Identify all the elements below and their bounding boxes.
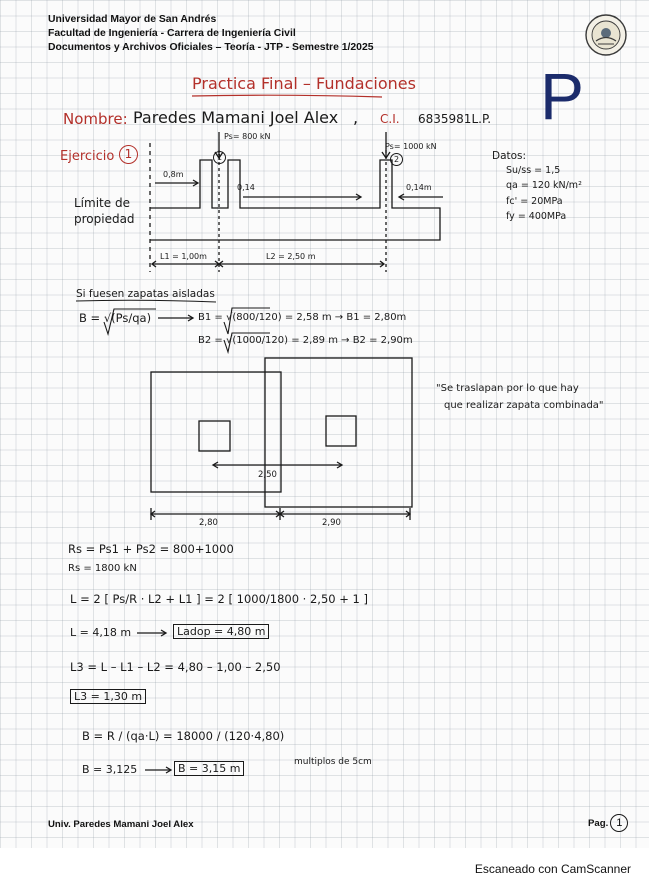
data-title: Datos: bbox=[492, 150, 527, 162]
exercise-number: 1 bbox=[119, 145, 138, 164]
limit-label-2: propiedad bbox=[74, 212, 135, 226]
overlap-note-2: que realizar zapata combinada" bbox=[444, 400, 604, 411]
isolated-formula: B = √(Ps/qa) bbox=[79, 311, 152, 325]
column1-label: 1 bbox=[213, 151, 226, 164]
name-label: Nombre: bbox=[63, 110, 128, 128]
dim-bottom-right: 2,90 bbox=[322, 518, 341, 528]
documents-line: Documentos y Archivos Oficiales – Teoría - JTP - Semestre 1/2025 bbox=[48, 42, 374, 53]
exercise-label: Ejercicio bbox=[60, 149, 115, 164]
b-result: B = 3,125 bbox=[82, 763, 138, 776]
data-line-3: fc' = 20MPa bbox=[506, 196, 563, 207]
data-line-2: qa = 120 kN/m² bbox=[506, 180, 582, 191]
l-formula: L = 2 [ Ps/R · L2 + L1 ] = 2 [ 1000/1800 · 2,50 + 1 ] bbox=[70, 592, 369, 606]
l3-result: L3 = 1,30 m bbox=[70, 689, 146, 704]
load2-label: Ps= 1000 kN bbox=[385, 142, 437, 151]
l2-label: L2 = 2,50 m bbox=[266, 252, 316, 261]
multiples-note: multiplos de 5cm bbox=[294, 757, 372, 767]
page-number: 1 bbox=[610, 814, 628, 832]
university-name: Universidad Mayor de San Andrés bbox=[48, 14, 217, 25]
dim-mid: 0,14 bbox=[237, 183, 255, 192]
page-label: Pag. bbox=[588, 818, 609, 829]
dim-center: 2,50 bbox=[258, 470, 277, 480]
dim-bottom-left: 2,80 bbox=[199, 518, 218, 528]
faculty-name: Facultad de Ingeniería - Carrera de Ingeniería Civil bbox=[48, 28, 296, 39]
l1-label: L1 = 1,00m bbox=[160, 252, 207, 261]
column2-square bbox=[326, 416, 356, 446]
data-line-4: fy = 400MPa bbox=[506, 211, 567, 222]
overlap-note-1: "Se traslapan por lo que hay bbox=[436, 383, 579, 394]
scanner-watermark: Escaneado con CamScanner bbox=[474, 862, 631, 876]
l-result: L = 4,18 m bbox=[70, 626, 132, 639]
column1-square bbox=[199, 421, 230, 451]
ci-label: C.I. bbox=[380, 112, 400, 126]
footer-author: Univ. Paredes Mamani Joel Alex bbox=[48, 819, 194, 830]
b2-line: B2 = √(1000/120) = 2,89 m → B2 = 2,90m bbox=[198, 335, 413, 346]
ci-number: 6835981L.P. bbox=[418, 112, 492, 126]
rs-line-2: Rs = 1800 kN bbox=[68, 563, 137, 574]
l-adopted: Ladop = 4,80 m bbox=[173, 624, 269, 639]
isolated-heading: Si fuesen zapatas aisladas bbox=[76, 288, 215, 300]
l3-formula: L3 = L – L1 – L2 = 4,80 – 1,00 – 2,50 bbox=[70, 660, 281, 674]
comma: , bbox=[353, 108, 359, 127]
column2-label: 2 bbox=[390, 153, 403, 166]
footing2-square bbox=[265, 358, 412, 507]
page-indicator bbox=[588, 814, 628, 832]
b-formula: B = R / (qa·L) = 18000 / (120·4,80) bbox=[82, 729, 285, 743]
b-adopted: B = 3,15 m bbox=[174, 761, 244, 776]
dim-left: 0,8m bbox=[163, 170, 184, 179]
data-line-1: Su/ss = 1,5 bbox=[506, 165, 561, 176]
limit-label-1: Límite de bbox=[74, 196, 130, 210]
dim-right: 0,14m bbox=[406, 183, 432, 192]
footing-outline bbox=[150, 160, 440, 240]
student-name: Paredes Mamani Joel Alex bbox=[133, 108, 339, 127]
b1-line: B1 = √(800/120) = 2,58 m → B1 = 2,80m bbox=[198, 312, 407, 323]
rs-line-1: Rs = Ps1 + Ps2 = 800+1000 bbox=[68, 542, 234, 556]
big-letter-p: P bbox=[540, 59, 585, 133]
load1-label: Ps= 800 kN bbox=[224, 132, 271, 141]
page-title: Practica Final – Fundaciones bbox=[192, 74, 416, 93]
